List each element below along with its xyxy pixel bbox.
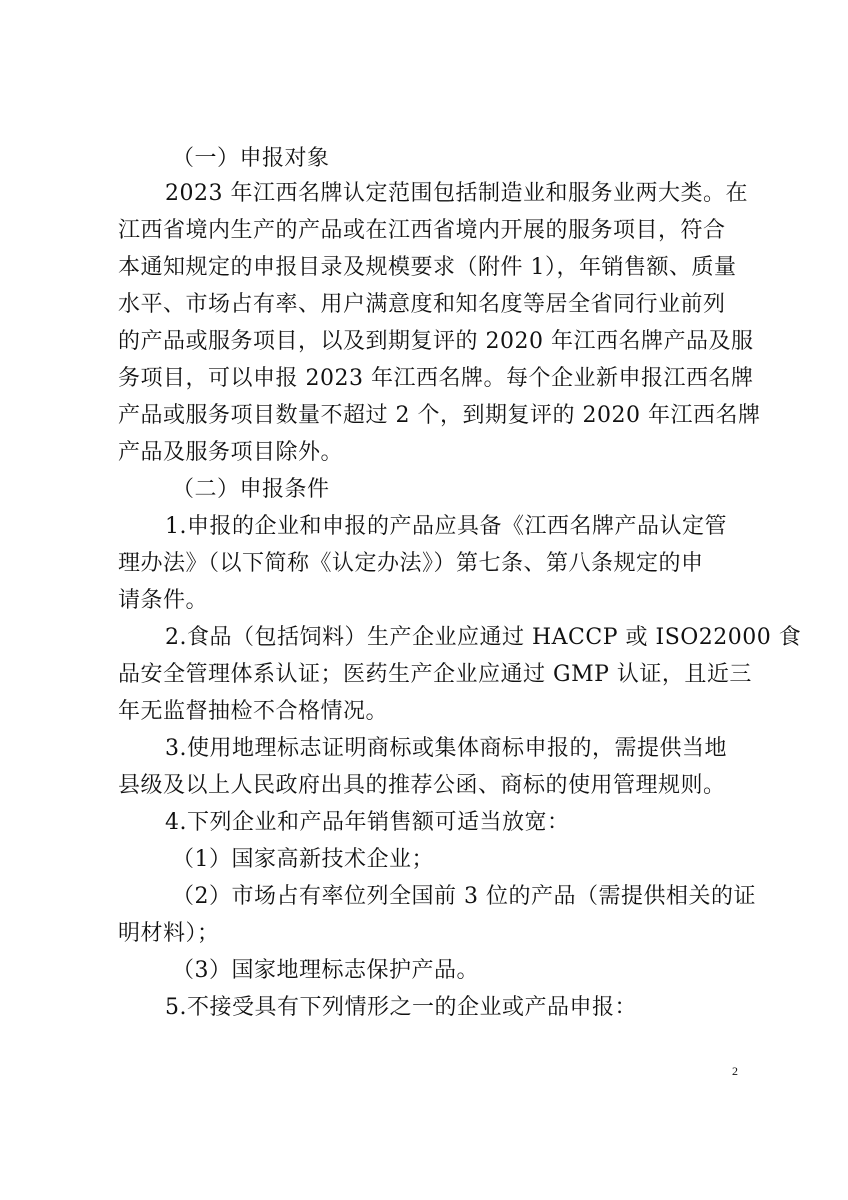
section-heading: （二）申报条件 <box>172 477 330 502</box>
list-item: （3）国家地理标志保护产品。 <box>172 958 479 983</box>
list-item: （1）国家高新技术企业； <box>172 847 434 872</box>
list-item: 明材料）； <box>118 921 220 946</box>
paragraph-line: 江西省境内生产的产品或在江西省境内开展的服务项目，符合 <box>118 218 726 243</box>
paragraph-line: 请条件。 <box>118 588 209 613</box>
paragraph-line: 理办法》（以下简称《认定办法》）第七条、第八条规定的申 <box>118 551 704 576</box>
paragraph-line: 品安全管理体系认证；医药生产企业应通过 GMP 认证，且近三 <box>118 662 752 687</box>
paragraph-line: 2.食品（包括饲料）生产企业应通过 HACCP 或 ISO22000 食 <box>165 625 802 650</box>
paragraph-line: 年无监督抽检不合格情况。 <box>118 699 389 724</box>
paragraph-line: 3.使用地理标志证明商标或集体商标申报的，需提供当地 <box>165 736 727 761</box>
section-heading: （一）申报对象 <box>172 146 330 171</box>
paragraph-line: 2023 年江西名牌认定范围包括制造业和服务业两大类。在 <box>165 181 748 206</box>
paragraph-line: 1.申报的企业和申报的产品应具备《江西名牌产品认定管 <box>165 514 727 539</box>
paragraph-line: 4.下列企业和产品年销售额可适当放宽： <box>165 810 570 835</box>
page-number: 2 <box>732 1064 738 1078</box>
paragraph-line: 产品或服务项目数量不超过 2 个，到期复评的 2020 年江西名牌 <box>118 403 761 428</box>
list-item: （2）市场占有率位列全国前 3 位的产品（需提供相关的证 <box>172 884 756 909</box>
paragraph-line: 务项目，可以申报 2023 年江西名牌。每个企业新申报江西名牌 <box>118 366 754 391</box>
paragraph-line: 的产品或服务项目，以及到期复评的 2020 年江西名牌产品及服 <box>118 329 754 354</box>
paragraph-line: 产品及服务项目除外。 <box>118 440 344 465</box>
paragraph-line: 县级及以上人民政府出具的推荐公函、商标的使用管理规则。 <box>118 773 726 798</box>
paragraph-line: 水平、市场占有率、用户满意度和知名度等居全省同行业前列 <box>118 292 726 317</box>
paragraph-line: 本通知规定的申报目录及规模要求（附件 1），年销售额、质量 <box>118 255 737 280</box>
paragraph-line: 5.不接受具有下列情形之一的企业或产品申报： <box>165 995 637 1020</box>
